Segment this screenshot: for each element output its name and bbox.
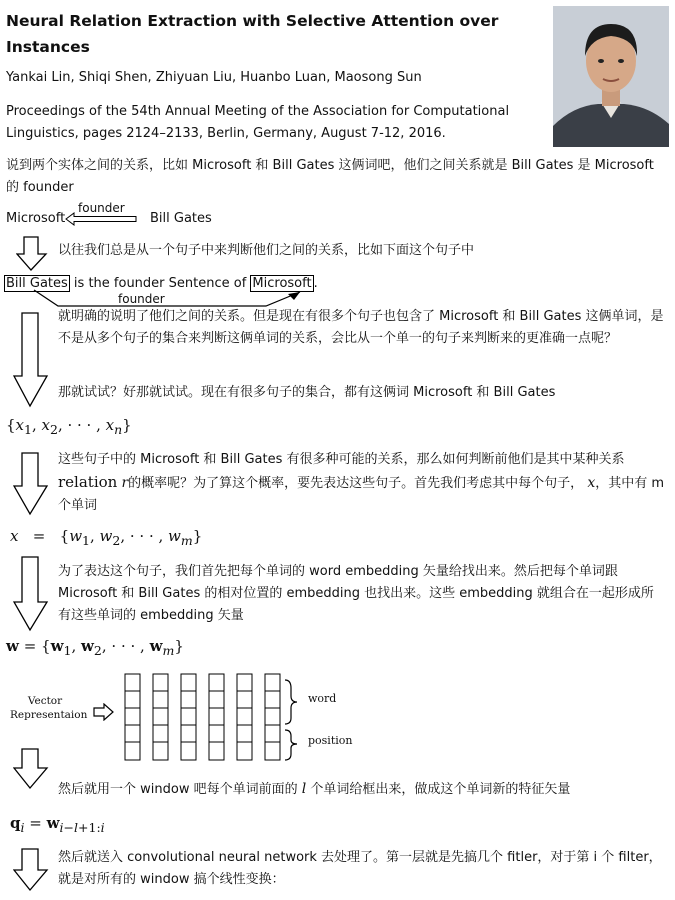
step-7-text: 然后就送入 convolutional neural network 去处理了。第一层就是先搞几个 fitler，对于第 i 个 filter，就是对所有的 window 搞个线性变换： [58, 850, 662, 887]
relation-arrow-icon [64, 211, 144, 227]
formula-sentence-words: $x = \{w_1$, $w_2$, · · · , $w_m$} [10, 527, 203, 548]
sentence-middle: is the founder Sentence of [69, 276, 251, 291]
word-embedding-label: word [308, 692, 337, 705]
step-6-before: 然后就用一个 window 吧每个单词前面的 [58, 782, 298, 797]
paper-authors: Yankai Lin, Shiqi Shen, Zhiyuan Liu, Huanbo Luan, Maosong Sun [6, 70, 422, 85]
formula-sentence-set: {$x_1$, $x_2$, · · · , $x_n$} [6, 416, 132, 437]
author-photo [553, 6, 669, 147]
step-1-text: 以往我们总是从一个句子中来判断他们之间的关系，比如下面这个句子中 [58, 243, 475, 258]
down-arrow-icon [13, 748, 49, 790]
step-6-after: 个单词给框出来，做成这个单词新的特征矢量 [310, 782, 571, 797]
vector-label-line-1: Vector [27, 695, 63, 707]
vector-representation-label [10, 694, 88, 722]
down-arrow-icon [13, 556, 49, 632]
formula-word-embeddings: $w = \{w_1$, $w_2$, · · · , $w_m$} [6, 637, 184, 658]
step-4-after: ，其中有 m 个单词 [58, 476, 665, 513]
down-arrow-icon [13, 848, 49, 892]
down-arrow-icon [13, 452, 49, 516]
step-4-before: 这些句子中的 Microsoft 和 Bill Gates 有很多种可能的关系，那么如何判断前他们是其中某种关系 [58, 452, 625, 467]
step-3-text: 那就试试？好那就试试。现在有很多句子的集合，都有这俩词 Microsoft 和 Bill Gates [58, 385, 556, 400]
embedding-matrix [120, 672, 290, 762]
down-arrow-icon [16, 236, 48, 272]
step-6-l-symbol: l [301, 781, 307, 797]
embedding-braces [283, 678, 303, 764]
relation-label: founder [78, 201, 125, 215]
down-arrow-icon [13, 312, 49, 408]
paper-title: Neural Relation Extraction with Selective Attention over Instances [6, 12, 499, 56]
sentence-entity-1: Bill Gates [6, 276, 68, 291]
sentence-end: . [313, 276, 318, 291]
step-4-text [58, 449, 666, 517]
position-embedding-label: position [308, 734, 353, 747]
vector-label-line-2: Representaion [10, 709, 88, 721]
step-4-mid: 的概率呢？为了算这个概率，要先表达这些句子。首先我们考虑其中每个句子， [128, 476, 584, 491]
step-4-x-symbol: x [587, 475, 596, 491]
step-6-text [58, 778, 666, 801]
sentence-entity-2: Microsoft [252, 276, 312, 291]
step-4-r-symbol: r [121, 475, 129, 491]
paper-proceedings: Proceedings of the 54th Annual Meeting of the Association for Computational Linguistics, pages 2124–2133, Berlin, Germany, August 7-12, 2016. [6, 104, 510, 141]
relation-entity-2: Bill Gates [150, 211, 212, 226]
relation-entity-1: Microsoft [6, 211, 66, 226]
sentence-relation-label: founder [118, 292, 165, 306]
step-5-text: 为了表达这个句子，我们首先把每个单词的 word embedding 矢量给找出来。然后把每个单词跟 Microsoft 和 Bill Gates 的相对位置的 embedding 也找出来。这些 embedding 就组合在一起形成所有这些单词的 embedding 矢量 [58, 564, 654, 623]
step-4-relation: relation [58, 473, 118, 491]
step-2-text: 就明确的说明了他们之间的关系。但是现在有很多个句子也包含了 Microsoft 和 Bill Gates 这俩单词，是不是从多个句子的集合来判断这俩单词的关系，会比从一个单一的句子来判断来的更准确一点呢？ [58, 309, 664, 346]
formula-window-feature: $q_i = w_{i-l+1:i}$ [10, 814, 105, 835]
right-arrow-icon [93, 703, 115, 721]
intro-paragraph: 说到两个实体之间的关系，比如 Microsoft 和 Bill Gates 这俩词吧，他们之间关系就是 Bill Gates 是 Microsoft 的 founder [6, 158, 654, 195]
